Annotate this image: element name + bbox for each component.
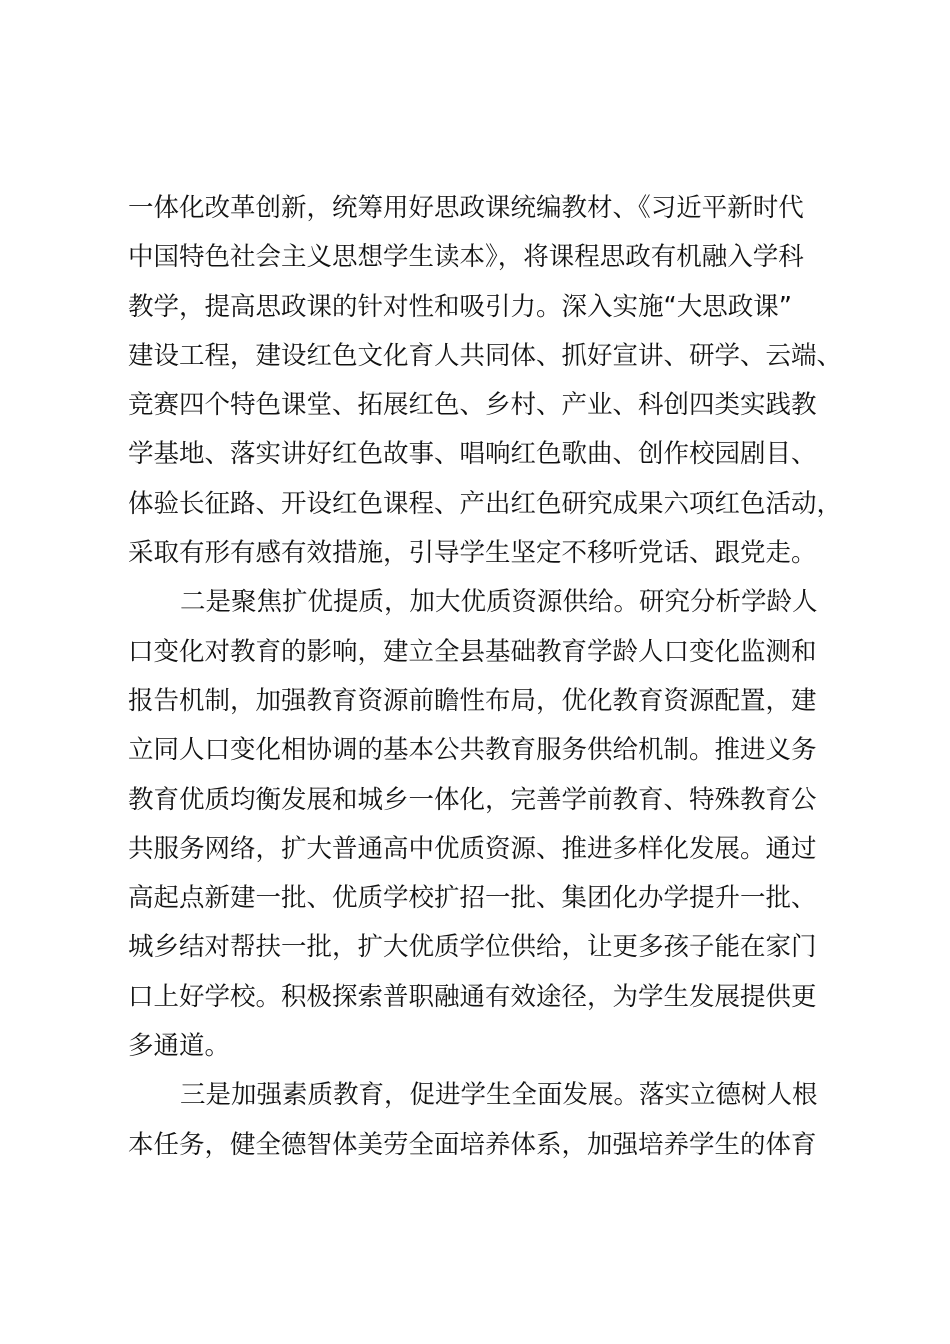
paragraph-start-line: 二是聚焦扩优提质，加大优质资源供给。研究分析学龄人: [180, 587, 818, 618]
text-line: 一体化改革创新，统筹用好思政课统编教材、《习近平新时代: [128, 193, 804, 223]
text-line: 学基地、落实讲好红色故事、唱响红色歌曲、创作校园剧目、: [128, 439, 817, 470]
text-line: 高起点新建一批、优质学校扩招一批、集团化办学提升一批、: [128, 883, 817, 914]
text-line: 口变化对教育的影响，建立全县基础教育学龄人口变化监测和: [128, 636, 817, 667]
text-line: 多通道。: [128, 1031, 231, 1062]
text-line: 共服务网络，扩大普通高中优质资源、推进多样化发展。通过: [128, 833, 817, 864]
text-line: 本任务，健全德智体美劳全面培养体系，加强培养学生的体育: [128, 1129, 817, 1160]
text-line: 口上好学校。积极探索普职融通有效途径，为学生发展提供更: [128, 981, 817, 1012]
text-line: 竞赛四个特色课堂、拓展红色、乡村、产业、科创四类实践教: [128, 390, 817, 421]
text-line: 城乡结对帮扶一批，扩大优质学位供给，让更多孩子能在家门: [128, 932, 817, 963]
text-line: 教学，提高思政课的针对性和吸引力。深入实施“大思政课”: [128, 291, 792, 322]
text-line: 立同人口变化相协调的基本公共教育服务供给机制。推进义务: [128, 735, 817, 766]
text-line: 建设工程，建设红色文化育人共同体、抓好宣讲、研学、云端、: [128, 340, 843, 371]
paragraph-start-line: 三是加强素质教育，促进学生全面发展。落实立德树人根: [180, 1080, 818, 1111]
text-line: 报告机制，加强教育资源前瞻性布局，优化教育资源配置，建: [128, 685, 817, 716]
text-line: 采取有形有感有效措施，引导学生坚定不移听党话、跟党走。: [128, 538, 817, 569]
text-line: 中国特色社会主义思想学生读本》，将课程思政有机融入学科: [128, 242, 804, 273]
text-line: 教育优质均衡发展和城乡一体化，完善学前教育、特殊教育公: [128, 784, 817, 815]
body-text: [128, 184, 843, 1170]
text-line: 体验长征路、开设红色课程、产出红色研究成果六项红色活动，: [128, 488, 843, 519]
